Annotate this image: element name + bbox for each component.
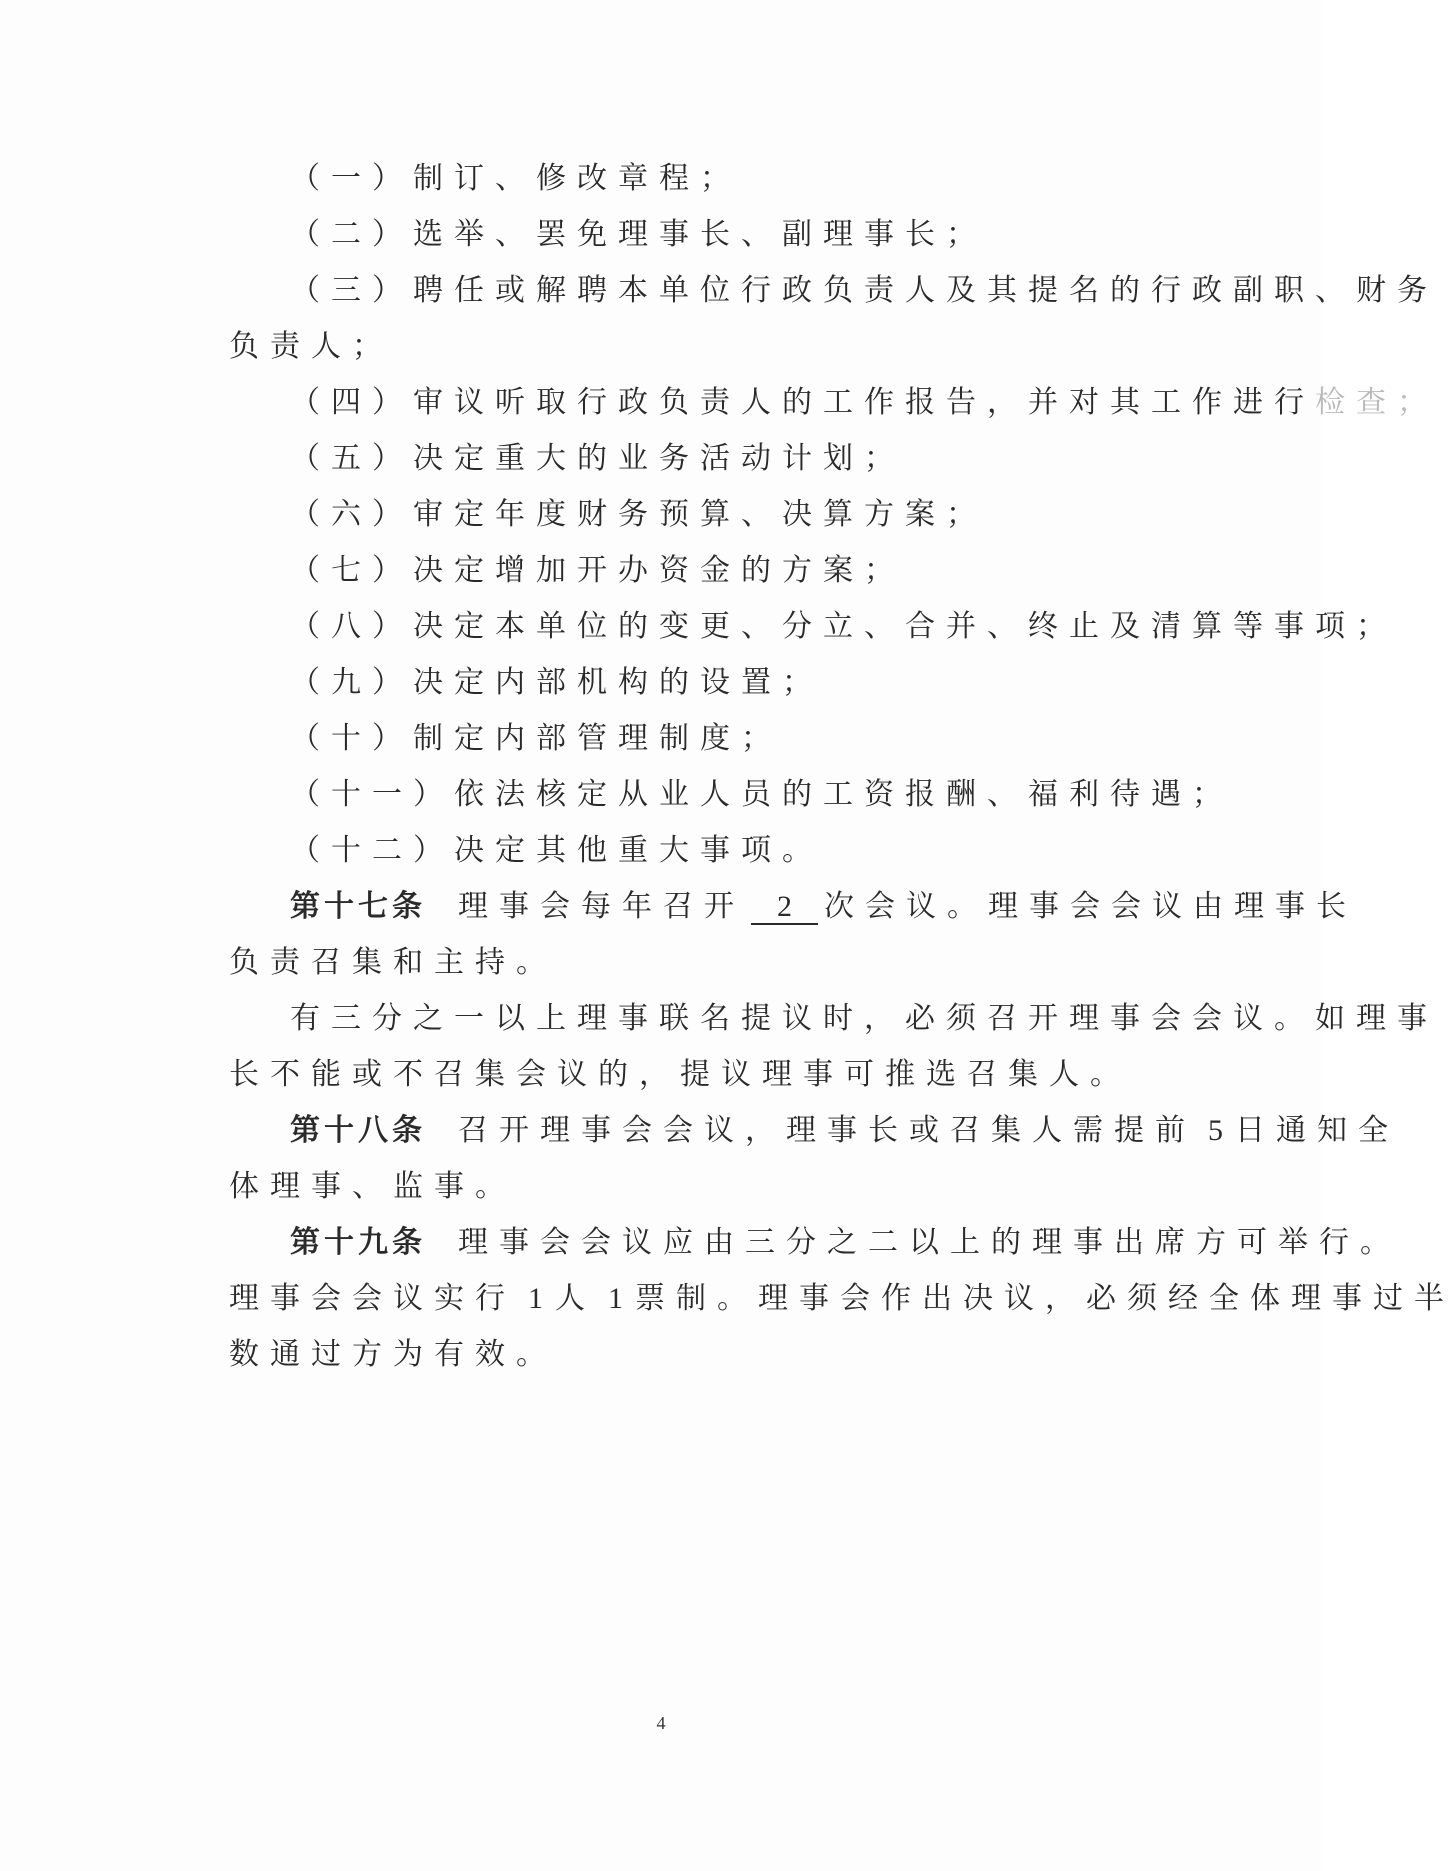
article-17-text-a: 理事会每年召开 xyxy=(458,889,745,924)
page-number: 4 xyxy=(656,1713,666,1733)
list-item-9: （九）决定内部机构的设置； xyxy=(290,665,823,700)
article-17-title: 第十七条 xyxy=(290,889,426,924)
article-18 xyxy=(290,1111,1399,1151)
list-item-11: （十一）依法核定从业人员的工资报酬、福利待遇； xyxy=(290,777,1233,812)
article-17-para2-line-2: 长不能或不召集会议的，提议理事可推选召集人。 xyxy=(229,1057,1131,1092)
article-18-line-2: 体理事、监事。 xyxy=(229,1169,516,1204)
article-19-text-a: 理事会会议应由三分之二以上的理事出席方可举行。 xyxy=(458,1225,1401,1260)
article-19-line-2-c: 票制。理事会作出决议，必须经全体理事过半 xyxy=(635,1281,1455,1316)
article-19-line-3: 数通过方为有效。 xyxy=(229,1337,557,1372)
list-item-4-faded-text: 检查； xyxy=(1315,385,1438,420)
article-19 xyxy=(290,1223,1401,1263)
article-17-para2-line-1: 有三分之一以上理事联名提议时，必须召开理事会会议。如理事 xyxy=(290,1001,1438,1036)
article-18-text-b: 日通知全 xyxy=(1235,1113,1399,1148)
article-18-title: 第十八条 xyxy=(290,1113,426,1148)
list-item-8: （八）决定本单位的变更、分立、合并、终止及清算等事项； xyxy=(290,609,1397,644)
article-19-line-2-b: 人 xyxy=(555,1281,596,1316)
list-item-10: （十）制定内部管理制度； xyxy=(290,721,782,756)
list-item-4-text: （四）审议听取行政负责人的工作报告，并对其工作进行 xyxy=(290,385,1315,420)
list-item-3: （三）聘任或解聘本单位行政负责人及其提名的行政副职、财务 xyxy=(290,273,1438,308)
article-17-line-2: 负责召集和主持。 xyxy=(229,945,557,980)
list-item-4 xyxy=(290,383,1438,423)
vote-count: 1 xyxy=(608,1282,623,1315)
meeting-count-blank: 2 xyxy=(751,891,818,925)
list-item-12: （十二）决定其他重大事项。 xyxy=(290,833,823,868)
notice-days: 5 xyxy=(1208,1114,1223,1147)
person-count: 1 xyxy=(528,1282,543,1315)
article-19-title: 第十九条 xyxy=(290,1225,426,1260)
article-19-line-2-a: 理事会会议实行 xyxy=(229,1281,516,1316)
article-19-line-2 xyxy=(229,1279,1455,1319)
list-item-2: （二）选举、罢免理事长、副理事长； xyxy=(290,217,987,252)
article-17 xyxy=(290,887,1357,927)
list-item-6: （六）审定年度财务预算、决算方案； xyxy=(290,497,987,532)
list-item-3-continued: 负责人； xyxy=(229,329,393,364)
list-item-5: （五）决定重大的业务活动计划； xyxy=(290,441,905,476)
list-item-1: （一）制订、修改章程； xyxy=(290,161,741,196)
article-18-text-a: 召开理事会会议，理事长或召集人需提前 xyxy=(458,1113,1196,1148)
list-item-7: （七）决定增加开办资金的方案； xyxy=(290,553,905,588)
article-17-text-b: 次会议。理事会会议由理事长 xyxy=(824,889,1357,924)
